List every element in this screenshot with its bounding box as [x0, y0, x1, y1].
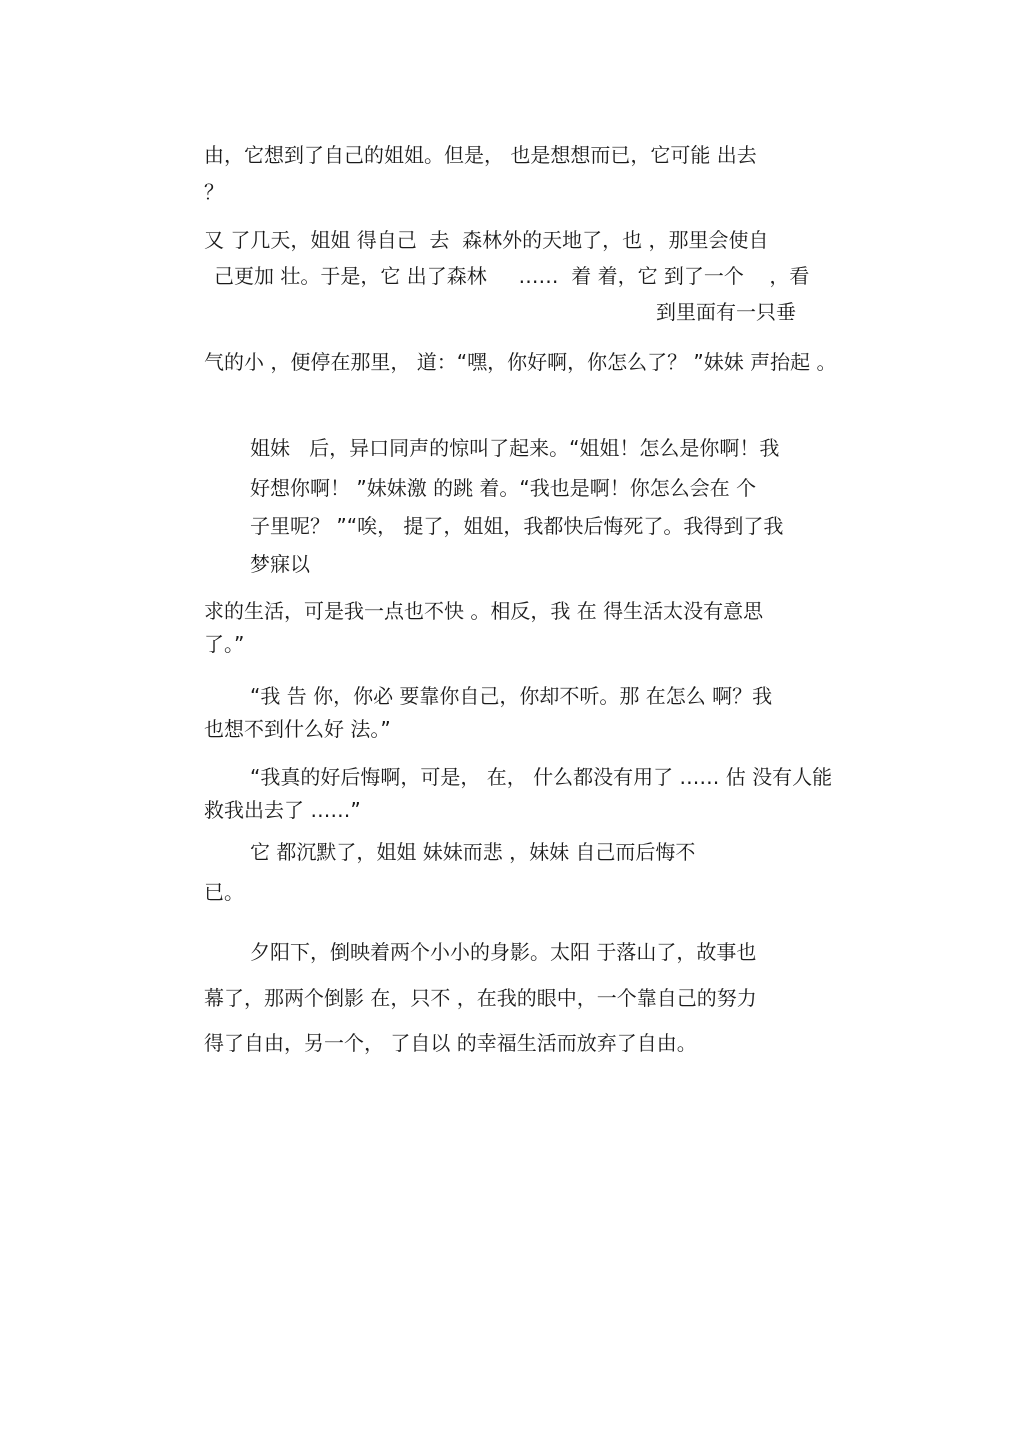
text-line: 子里呢？ ”“唉， 提了，姐姐，我都快后悔死了。我得到了我	[250, 514, 784, 538]
text-line: 又 了几天，姐姐 得自己 去 森林外的天地了，也 ，那里会使自	[204, 228, 769, 252]
text-line: 救我出去了 ……”	[204, 798, 361, 822]
text-line: 幕了，那两个倒影 在，只不 ，在我的眼中，一个靠自己的努力	[204, 986, 757, 1010]
text-line: 也想不到什么好 法。”	[204, 717, 391, 741]
text-line: “我 告 你，你必 要靠你自己，你却不听。那 在怎么 啊？我	[250, 684, 773, 708]
text-line: 气的小 ，便停在那里， 道：“嘿，你好啊，你怎么了？ ”妹妹 声抬起 。	[204, 350, 837, 374]
text-line: 好想你啊！ ”妹妹激 的跳 着。“我也是啊！你怎么会在 个	[250, 476, 757, 500]
text-line: 已。	[204, 880, 244, 904]
text-line: 己更加 壮。于是，它 出了森林 …… 着 着，它 到了一个 ，看	[214, 264, 810, 288]
text-line: 它 都沉默了，姐姐 妹妹而悲 ，妹妹 自己而后悔不	[250, 840, 696, 864]
text-line: 了。”	[204, 632, 245, 656]
text-line: 求的生活，可是我一点也不快 。相反，我 在 得生活太没有意思	[204, 599, 764, 623]
text-line: “我真的好后悔啊，可是， 在， 什么都没有用了 …… 估 没有人能	[250, 765, 833, 789]
text-line: 姐妹 后，异口同声的惊叫了起来。“姐姐！怎么是你啊！我	[250, 436, 780, 460]
text-line: 得了自由，另一个， 了自以 的幸福生活而放弃了自由。	[204, 1031, 697, 1055]
text-line: 夕阳下，倒映着两个小小的身影。太阳 于落山了，故事也	[250, 940, 757, 964]
text-line: 到里面有一只垂	[656, 300, 796, 324]
text-line: 由，它想到了自己的姐姐。但是， 也是想想而已，它可能 出去	[204, 143, 757, 167]
text-line: ？	[204, 180, 224, 204]
text-line: 梦寐以	[250, 552, 310, 576]
